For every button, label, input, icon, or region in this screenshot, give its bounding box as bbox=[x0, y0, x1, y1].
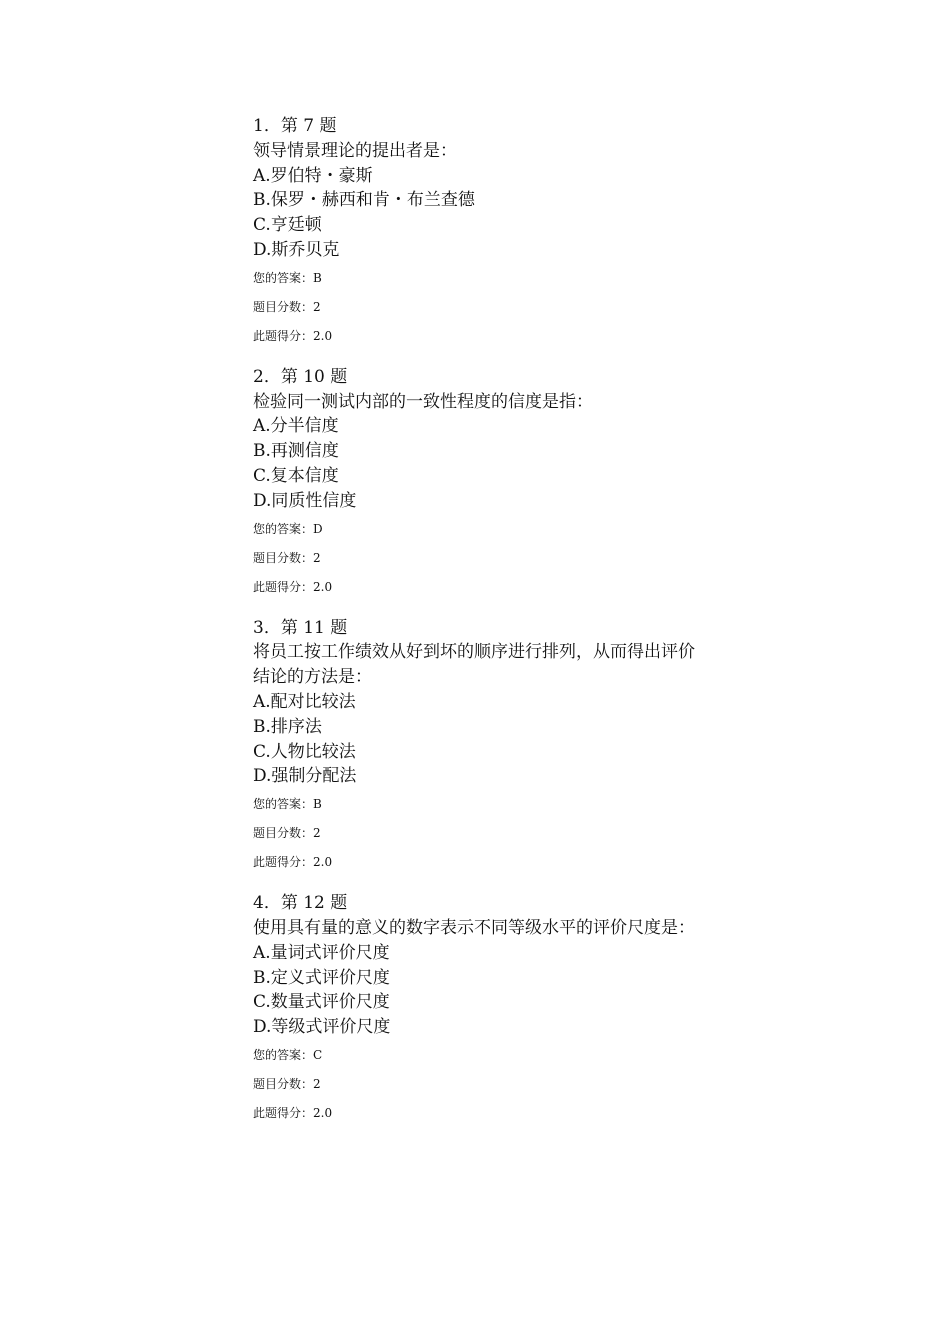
question-1 bbox=[253, 114, 713, 343]
your-answer: 您的答案：B bbox=[253, 797, 322, 812]
question-stem: 使用具有量的意义的数字表示不同等级水平的评价尺度是： bbox=[253, 917, 695, 938]
earned-score: 此题得分：2.0 bbox=[253, 328, 333, 343]
option-d: D.斯乔贝克 bbox=[253, 239, 340, 260]
option-c: C.数量式评价尺度 bbox=[253, 992, 390, 1013]
question-result bbox=[253, 522, 713, 594]
question-number: 3．第 11 题 bbox=[253, 617, 348, 638]
option-c: C.人物比较法 bbox=[253, 741, 356, 762]
option-b: B.保罗・赫西和肯・布兰查德 bbox=[253, 190, 475, 211]
option-c: C.亨廷顿 bbox=[253, 215, 322, 236]
question-score: 题目分数：2 bbox=[253, 299, 321, 314]
question-stem: 将员工按工作绩效从好到坏的顺序进行排列，从而得出评价结论的方法是： bbox=[253, 642, 695, 688]
option-b: B.定义式评价尺度 bbox=[253, 967, 390, 988]
question-3 bbox=[253, 616, 713, 870]
question-result bbox=[253, 271, 713, 343]
option-b: B.排序法 bbox=[253, 716, 322, 737]
option-a: A.配对比较法 bbox=[253, 691, 356, 712]
option-c: C.复本信度 bbox=[253, 465, 339, 486]
option-a: A.分半信度 bbox=[253, 416, 339, 437]
option-d: D.等级式评价尺度 bbox=[253, 1017, 391, 1038]
option-a: A.量词式评价尺度 bbox=[253, 942, 390, 963]
question-number: 1．第 7 题 bbox=[253, 116, 337, 136]
your-answer: 您的答案：D bbox=[253, 521, 323, 536]
question-score: 题目分数：2 bbox=[253, 826, 321, 841]
earned-score: 此题得分：2.0 bbox=[253, 855, 333, 870]
question-result bbox=[253, 1048, 713, 1120]
question-stem: 检验同一测试内部的一致性程度的信度是指： bbox=[253, 391, 593, 412]
earned-score: 此题得分：2.0 bbox=[253, 579, 333, 594]
question-result bbox=[253, 797, 713, 869]
question-score: 题目分数：2 bbox=[253, 550, 321, 565]
option-d: D.强制分配法 bbox=[253, 766, 357, 787]
question-stem: 领导情景理论的提出者是： bbox=[253, 140, 457, 161]
your-answer: 您的答案：B bbox=[253, 270, 322, 285]
option-a: A.罗伯特・豪斯 bbox=[253, 165, 373, 186]
question-score: 题目分数：2 bbox=[253, 1076, 321, 1091]
question-number: 2．第 10 题 bbox=[253, 366, 348, 387]
option-b: B.再测信度 bbox=[253, 441, 339, 462]
question-4 bbox=[253, 891, 713, 1120]
question-list bbox=[253, 114, 713, 1142]
earned-score: 此题得分：2.0 bbox=[253, 1105, 333, 1120]
question-number: 4．第 12 题 bbox=[253, 893, 348, 914]
option-d: D.同质性信度 bbox=[253, 490, 357, 511]
your-answer: 您的答案：C bbox=[253, 1047, 323, 1062]
question-2 bbox=[253, 365, 713, 594]
